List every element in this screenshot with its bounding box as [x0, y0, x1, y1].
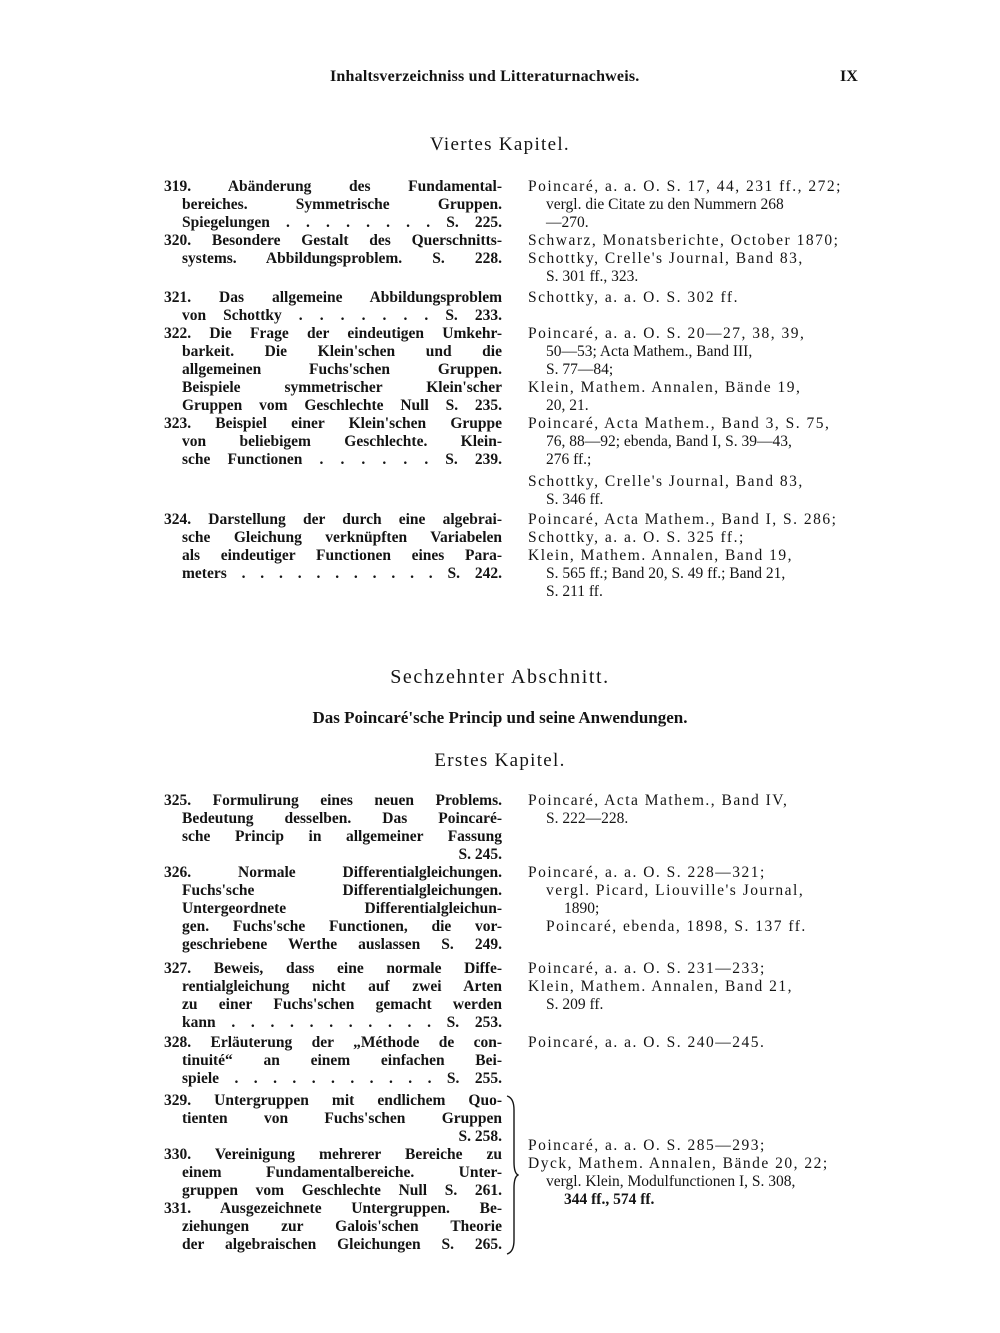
entry-line: 319. Abänderung des Fundamental-	[164, 178, 502, 195]
entry-line: kann . . . . . . . . . . . S. 253.	[182, 1014, 502, 1031]
entry-line: barkeit. Die Klein'schen und die	[182, 343, 502, 360]
reference-line: Poincaré, ebenda, 1898, S. 137 ff.	[546, 918, 807, 935]
reference-line: vergl. Klein, Modulfunctionen I, S. 308,	[546, 1173, 796, 1190]
entry-line: 321. Das allgemeine Abbildungsproblem	[164, 289, 502, 306]
entry-line: ziehungen zur Galois'schen Theorie	[182, 1218, 502, 1235]
reference-line: S. 565 ff.; Band 20, S. 49 ff.; Band 21,	[546, 565, 786, 582]
reference-line: —270.	[546, 214, 589, 231]
reference-line: Poincaré, a. a. O. S. 20—27, 38, 39,	[528, 325, 806, 342]
reference-line: Schwarz, Monatsberichte, October 1870;	[528, 232, 840, 249]
reference-line: Poincaré, Acta Mathem., Band IV,	[528, 792, 789, 809]
entry-line: 326. Normale Differentialgleichungen.	[164, 864, 502, 881]
entry-line: bereiches. Symmetrische Gruppen.	[182, 196, 502, 213]
reference-line: S. 346 ff.	[546, 491, 604, 508]
reference-line: Poincaré, a. a. O. S. 17, 44, 231 ff., 272;	[528, 178, 842, 195]
reference-line: S. 209 ff.	[546, 996, 604, 1013]
reference-line: Poincaré, a. a. O. S. 240—245.	[528, 1034, 766, 1051]
entry-line: von Schottky . . . . . . . S. 233.	[182, 307, 502, 324]
entry-line: 327. Beweis, dass eine normale Diffe-	[164, 960, 502, 977]
entry-line: der algebraischen Gleichungen S. 265.	[182, 1236, 502, 1253]
entry-line: 329. Untergruppen mit endlichem Quo-	[164, 1092, 502, 1109]
reference-line: Poincaré, a. a. O. S. 285—293;	[528, 1137, 766, 1154]
entry-line: als eindeutiger Functionen eines Para-	[182, 547, 502, 564]
section-subtitle: Das Poincaré'sche Princip und seine Anwendungen.	[312, 708, 688, 727]
entry-line: tinuité“ an einem einfachen Bei-	[182, 1052, 502, 1069]
reference-line: S. 301 ff., 323.	[546, 268, 639, 285]
entry-line: spiele . . . . . . . . . . . S. 255.	[182, 1070, 502, 1087]
reference-line: S. 222—228.	[546, 810, 629, 827]
chapter-title-erstes: Erstes Kapitel.	[434, 750, 566, 771]
entry-line: Untergeordnete Differentialgleichun-	[182, 900, 502, 917]
entry-line: 320. Besondere Gestalt des Querschnitts-	[164, 232, 502, 249]
entry-line: rentialgleichung nicht auf zwei Arten	[182, 978, 502, 995]
entry-line: sche Functionen . . . . . . S. 239.	[182, 451, 502, 468]
entry-line: systems. Abbildungsproblem. S. 228.	[182, 250, 502, 267]
entry-line: Spiegelungen . . . . . . . . S. 225.	[182, 214, 502, 231]
reference-line: Poincaré, Acta Mathem., Band 3, S. 75,	[528, 415, 831, 432]
entry-line: zu einer Fuchs'schen gemacht werden	[182, 996, 502, 1013]
reference-line: Poincaré, a. a. O. S. 231—233;	[528, 960, 766, 977]
reference-line: S. 77—84;	[546, 361, 614, 378]
entry-line: einem Fundamentalbereiche. Unter-	[182, 1164, 502, 1181]
reference-line: 344 ff., 574 ff.	[564, 1191, 655, 1208]
entry-line: 322. Die Frage der eindeutigen Umkehr-	[164, 325, 502, 342]
entry-line: Beispiele symmetrischer Klein'scher	[182, 379, 502, 396]
entry-line: Fuchs'sche Differentialgleichungen.	[182, 882, 502, 899]
page-number: IX	[840, 68, 858, 85]
reference-line: Dyck, Mathem. Annalen, Bände 20, 22;	[528, 1155, 829, 1172]
reference-line: Schottky, a. a. O. S. 302 ff.	[528, 289, 739, 306]
running-header: Inhaltsverzeichniss und Litteraturnachweis.	[330, 68, 640, 85]
reference-line: 50—53; Acta Mathem., Band III,	[546, 343, 753, 360]
reference-line: Poincaré, a. a. O. S. 228—321;	[528, 864, 766, 881]
reference-line: Klein, Mathem. Annalen, Band 21,	[528, 978, 793, 995]
reference-line: 20, 21.	[546, 397, 589, 414]
entry-line: sche Princip in allgemeiner Fassung	[182, 828, 502, 845]
reference-line: vergl. Picard, Liouville's Journal,	[546, 882, 805, 899]
reference-line: Schottky, Crelle's Journal, Band 83,	[528, 473, 804, 490]
entry-line: 323. Beispiel einer Klein'schen Gruppe	[164, 415, 502, 432]
entry-line: tienten von Fuchs'schen Gruppen	[182, 1110, 502, 1127]
reference-line: S. 211 ff.	[546, 583, 603, 600]
reference-line: Schottky, a. a. O. S. 325 ff.;	[528, 529, 745, 546]
entry-line: geschriebene Werthe auslassen S. 249.	[182, 936, 502, 953]
reference-line: 276 ff.;	[546, 451, 592, 468]
reference-line: Schottky, Crelle's Journal, Band 83,	[528, 250, 804, 267]
entry-line: von beliebigem Geschlechte. Klein-	[182, 433, 502, 450]
entry-line: gruppen vom Geschlechte Null S. 261.	[182, 1182, 502, 1199]
entry-line: S. 245.	[458, 846, 502, 863]
entry-line: 324. Darstellung der durch eine algebrai-	[164, 511, 502, 528]
reference-line: Klein, Mathem. Annalen, Band 19,	[528, 547, 793, 564]
section-title: Sechzehnter Abschnitt.	[390, 666, 610, 688]
entry-line: Bedeutung desselben. Das Poincaré-	[182, 810, 502, 827]
reference-line: vergl. die Citate zu den Nummern 268	[546, 196, 784, 213]
grouping-brace	[505, 1094, 519, 1256]
entry-line: allgemeinen Fuchs'schen Gruppen.	[182, 361, 502, 378]
entry-line: 331. Ausgezeichnete Untergruppen. Be-	[164, 1200, 502, 1217]
chapter-title-viertes: Viertes Kapitel.	[430, 134, 570, 155]
reference-line: Klein, Mathem. Annalen, Bände 19,	[528, 379, 802, 396]
reference-line: Poincaré, Acta Mathem., Band I, S. 286;	[528, 511, 838, 528]
entry-line: Gruppen vom Geschlechte Null S. 235.	[182, 397, 502, 414]
entry-line: sche Gleichung verknüpften Variabelen	[182, 529, 502, 546]
entry-line: meters . . . . . . . . . . . S. 242.	[182, 565, 502, 582]
reference-line: 1890;	[564, 900, 600, 917]
entry-line: 325. Formulirung eines neuen Problems.	[164, 792, 502, 809]
entry-line: gen. Fuchs'sche Functionen, die vor-	[182, 918, 502, 935]
entry-line: S. 258.	[458, 1128, 502, 1145]
entry-line: 328. Erläuterung der „Méthode de con-	[164, 1034, 502, 1051]
entry-line: 330. Vereinigung mehrerer Bereiche zu	[164, 1146, 502, 1163]
reference-line: 76, 88—92; ebenda, Band I, S. 39—43,	[546, 433, 792, 450]
